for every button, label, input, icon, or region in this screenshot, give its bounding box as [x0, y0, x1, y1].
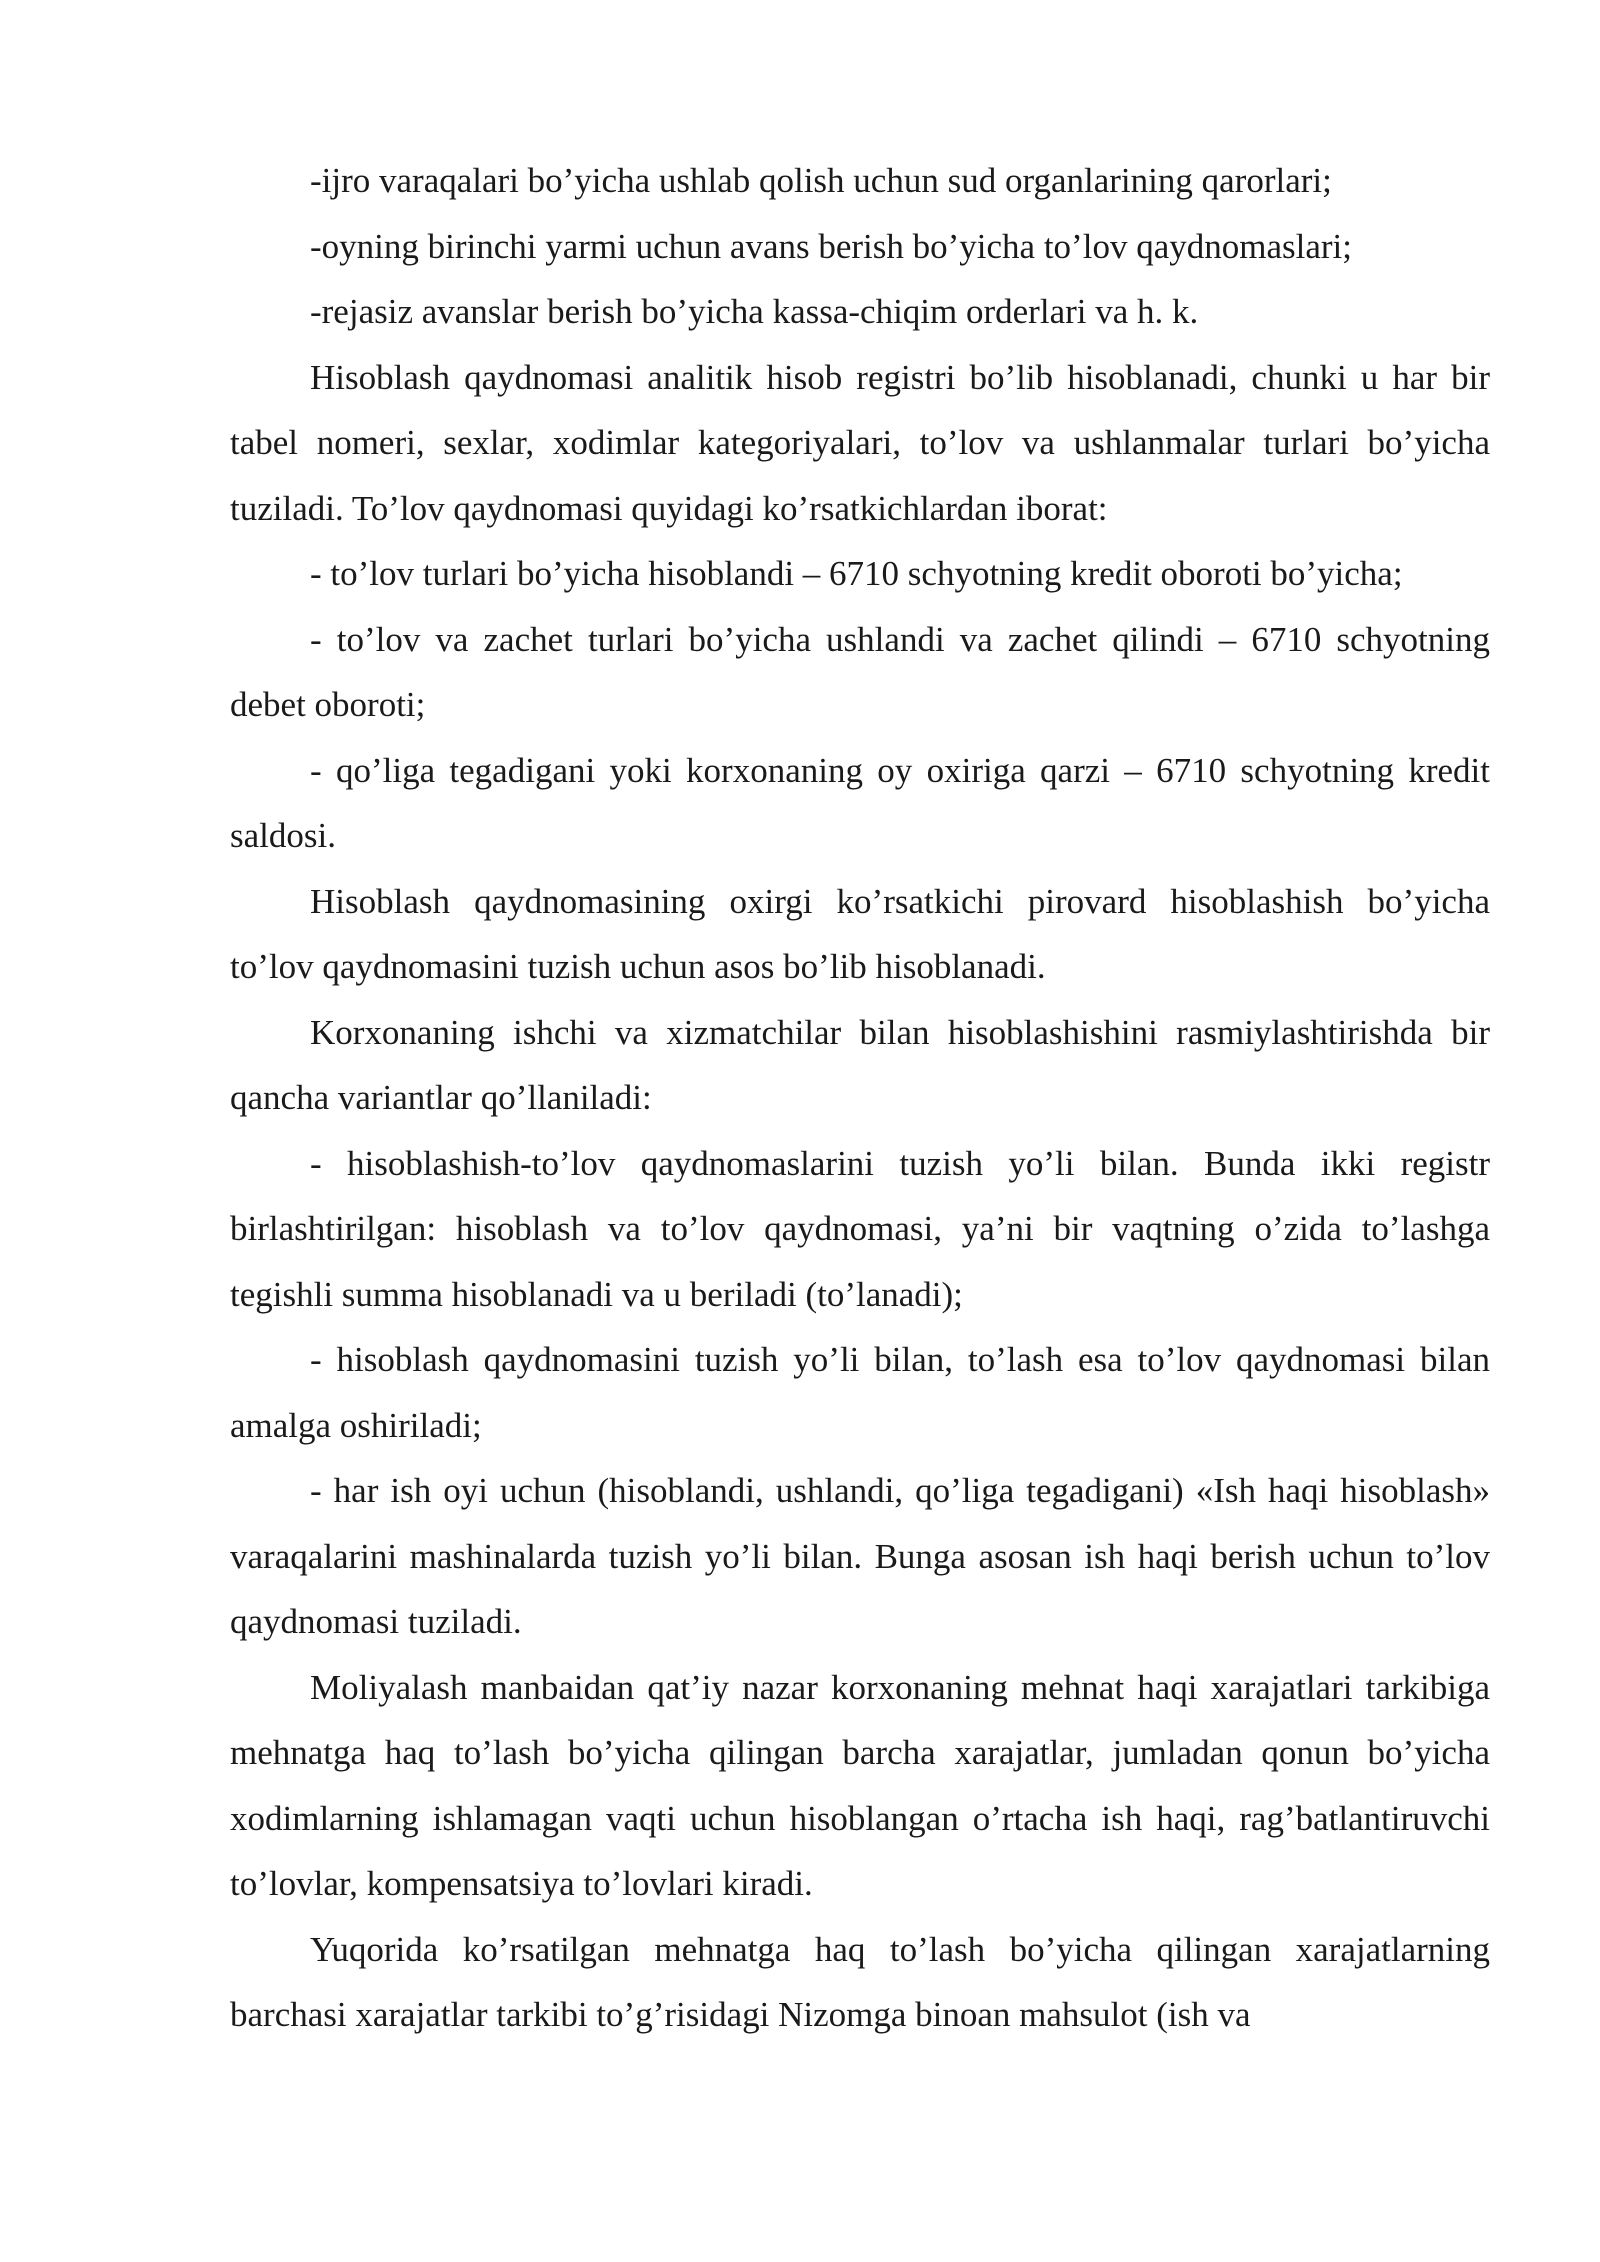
list-item-credit-balance: - qo’liga tegadigani yoki korxonaning oy oxiriga qarzi – 6710 schyotning kredit saldosi. [230, 750, 1490, 855]
document-page [230, 148, 1490, 2048]
paragraph-variants: Korxonaning ishchi va xizmatchilar bilan hisoblashishini rasmiylashtirishda bir qancha variantlar qo’llaniladi: [230, 1012, 1490, 1117]
list-item-separate-register: - hisoblash qaydnomasini tuzish yo’li bilan, to’lash esa to’lov qaydnomasi bilan amalga oshiriladi; [230, 1340, 1490, 1445]
list-item-cash-orders: -rejasiz avanslar berish bo’yicha kassa-chiqim orderlari va h. k. [310, 292, 1199, 331]
list-item-credit-turnover: - to’lov turlari bo’yicha hisoblandi – 6710 schyotning kredit oboroti bo’yicha; [310, 554, 1403, 593]
list-item-court-decisions: -ijro varaqalari bo’yicha ushlab qolish uchun sud organlarining qarorlari; [310, 161, 1332, 200]
list-item-debit-turnover: - to’lov va zachet turlari bo’yicha ushlandi va zachet qilindi – 6710 schyotning debet oboroti; [230, 619, 1490, 724]
list-item-advance-payment: -oyning birinchi yarmi uchun avans berish bo’yicha to’lov qaydnomaslari; [310, 226, 1352, 266]
paragraph-expenses-regulation: Yuqorida ko’rsatilgan mehnatga haq to’lash bo’yicha qilingan xarajatlarning barchasi xarajatlar tarkibi to’g’risidagi Nizomga binoan mahsulot (ish va [230, 1929, 1490, 2034]
list-item-combined-register: - hisoblashish-to’lov qaydnomaslarini tuzish yo’li bilan. Bunda ikki registr birlashtirilgan: hisoblash va to’lov qaydnomasi, ya’ni bir vaqtning o’zida to’lashga tegishli summa hisoblanadi va u beriladi (to’lanadi); [230, 1143, 1490, 1314]
list-item-machine-sheets: - har ish oyi uchun (hisoblandi, ushlandi, qo’liga tegadigani) «Ish haqi hisoblash» varaqalarini mashinalarda tuzish yo’li bilan. Bunga asosan ish haqi berish uchun to’lov qaydnomasi tuziladi. [230, 1471, 1490, 1641]
paragraph-final-indicator: Hisoblash qaydnomasining oxirgi ko’rsatkichi pirovard hisoblashish bo’yicha to’lov qaydnomasini tuzish uchun asos bo’lib hisoblanadi. [230, 881, 1490, 986]
paragraph-labor-costs: Moliyalash manbaidan qat’iy nazar korxonaning mehnat haqi xarajatlari tarkibiga mehnatga haq to’lash bo’yicha qilingan barcha xarajatlar, jumladan qonun bo’yicha xodimlarning ishlamagan vaqti uchun hisoblangan o’rtacha ish haqi, rag’batlantiruvchi to’lovlar, kompensatsiya to’lovlari kiradi. [230, 1667, 1490, 1903]
paragraph-calculation-register: Hisoblash qaydnomasi analitik hisob registri bo’lib hisoblanadi, chunki u har bir tabel nomeri, sexlar, xodimlar kategoriyalari, to’lov va ushlanmalar turlari bo’yicha tuziladi. To’lov qaydnomasi quyidagi ko’rsatkichlardan iborat: [230, 357, 1490, 528]
